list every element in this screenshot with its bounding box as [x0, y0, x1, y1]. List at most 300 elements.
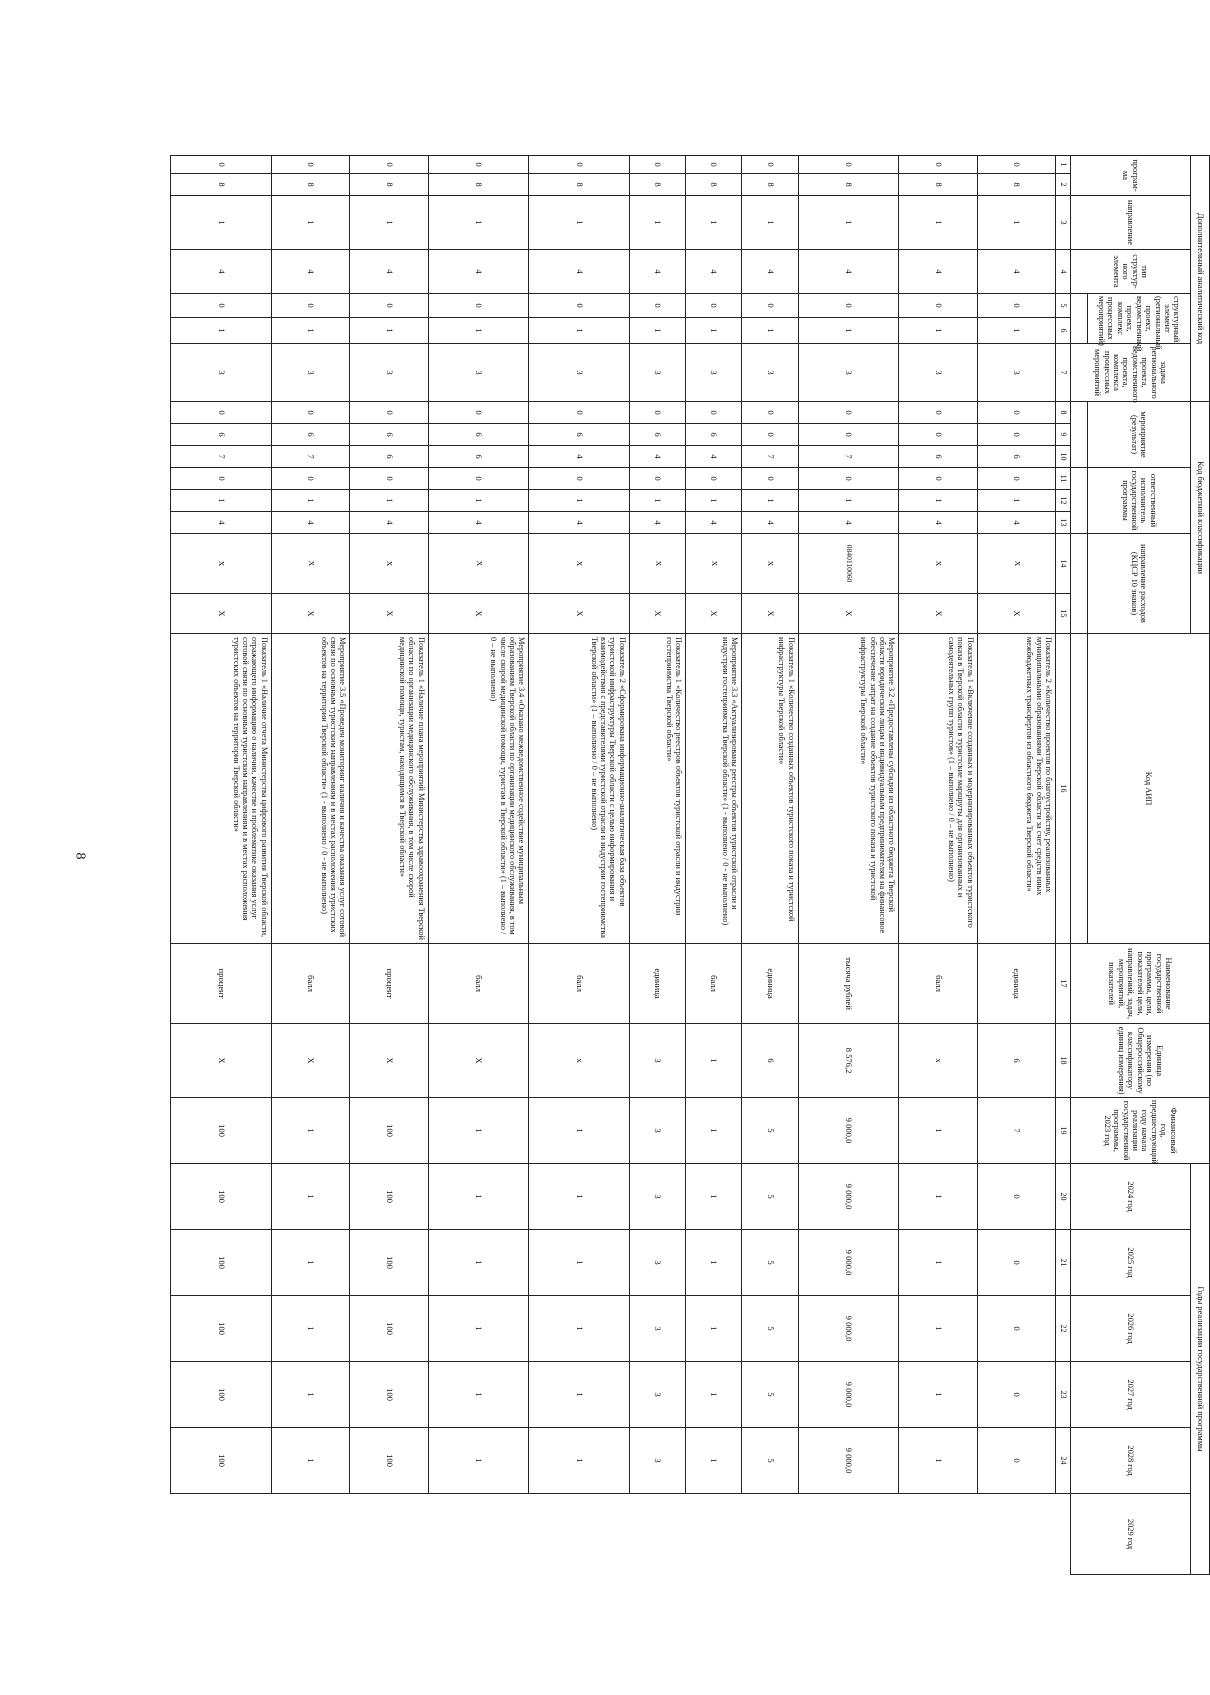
year-value-cell: 1	[529, 1362, 630, 1428]
code-cell-c14: Х	[271, 534, 349, 594]
row-name-cell: Мероприятие 3.2 «Предоставлены субсидии из областного бюджета Тверской области юридическим лицам и индивидуальным предпринимателям на финансовое обеспечение затрат на создание объектов туристского показа и туристской инфраструктуры Тверской области»	[798, 634, 899, 944]
year-2024-header: 2024 год	[1071, 1164, 1191, 1230]
year-value-cell: 1	[428, 1428, 529, 1494]
code-cell-c6: 1	[798, 318, 899, 344]
code-cell-c13: 4	[529, 512, 630, 534]
code-cell-c7: 3	[350, 344, 428, 402]
code-cell-c3: 1	[742, 196, 798, 250]
code-cell-c15: Х	[171, 594, 272, 634]
column-number-cell: 17	[1056, 944, 1071, 1024]
fin-year-cell: 3	[629, 1024, 685, 1098]
code-cell-c12: 1	[529, 490, 630, 512]
year-value-cell: 0	[977, 1362, 1055, 1428]
code-cell-c10: 7	[742, 446, 798, 468]
code-cell-c13: 4	[629, 512, 685, 534]
page-number: 8	[72, 852, 88, 860]
year-value-cell: 1	[899, 1098, 977, 1164]
table-row	[428, 156, 529, 1575]
code-cell-c13: 4	[977, 512, 1055, 534]
row-name-cell: Показатель 1 «Наличие отчета Министерства цифрового развития Тверской области, отражающего информацию о наличии, качестве и проблематике оказания услуг сотовой связи по основным туристским направлениям и в местах расположения туристских объектов на территории Тверской области»	[171, 634, 272, 944]
code-cell-c8: 0	[686, 402, 742, 424]
code-cell-c13: 4	[271, 512, 349, 534]
code-cell-c8: 0	[529, 402, 630, 424]
fin-year-cell: 1	[686, 1024, 742, 1098]
code-cell-c13: 4	[686, 512, 742, 534]
column-number-cell: 9	[1056, 424, 1071, 446]
code-cell-c14: Х	[977, 534, 1055, 594]
table-row	[977, 156, 1055, 1575]
code-cell-c9: 6	[171, 424, 272, 446]
code-cell-c3: 1	[171, 196, 272, 250]
code-cell-c12: 1	[271, 490, 349, 512]
column-number-cell: 1	[1056, 156, 1071, 174]
structural-element-header: структурный элемент (региональный проект, ведомственный проект, комплекс процессных мероприятий)	[1088, 294, 1191, 344]
year-value-cell: 100	[350, 1164, 428, 1230]
code-cell-c10: 4	[686, 446, 742, 468]
meropriyatie-header: мероприятие (результат)	[1088, 402, 1191, 468]
column-number-cell: 24	[1056, 1428, 1071, 1494]
column-number-cell: 2	[1056, 174, 1071, 196]
column-number-cell: 22	[1056, 1296, 1071, 1362]
code-cell-c14: Х	[529, 534, 630, 594]
year-value-cell: 1	[686, 1362, 742, 1428]
year-2026-header: 2026 год	[1071, 1296, 1191, 1362]
code-cell-c10: 7	[798, 446, 899, 468]
table-row	[629, 156, 685, 1575]
code-cell-c9: 0	[798, 424, 899, 446]
unit-cell: единица	[629, 944, 685, 1024]
code-cell-c1: 0	[899, 156, 977, 174]
code-cell-c11: 0	[798, 468, 899, 490]
code-cell-c13: 4	[742, 512, 798, 534]
year-value-cell: 5	[742, 1362, 798, 1428]
code-cell-c2: 8	[271, 174, 349, 196]
code-cell-c9: 6	[629, 424, 685, 446]
year-value-cell: 1	[529, 1428, 630, 1494]
year-value-cell: 5	[742, 1230, 798, 1296]
napravlenie-header: направление	[1071, 196, 1191, 250]
code-cell-c12: 1	[350, 490, 428, 512]
year-value-cell: 1	[899, 1164, 977, 1230]
code-cell-c6: 1	[529, 318, 630, 344]
code-cell-c8: 0	[798, 402, 899, 424]
code-cell-c12: 1	[977, 490, 1055, 512]
code-cell-c5: 0	[629, 294, 685, 318]
year-value-cell: 3	[629, 1296, 685, 1362]
table-row	[899, 156, 977, 1575]
code-cell-c2: 8	[529, 174, 630, 196]
column-number-cell: 6	[1056, 318, 1071, 344]
fin-year-cell: Х	[428, 1024, 529, 1098]
code-cell-c12: 1	[742, 490, 798, 512]
code-cell-c15: Х	[629, 594, 685, 634]
code-cell-c6: 1	[899, 318, 977, 344]
code-cell-c14: Х	[171, 534, 272, 594]
year-value-cell: 1	[271, 1296, 349, 1362]
code-cell-c5: 0	[686, 294, 742, 318]
code-cell-c2: 8	[798, 174, 899, 196]
year-value-cell: 1	[428, 1098, 529, 1164]
row-name-cell: Мероприятие 3.5 «Проведен мониторинг наличия и качества оказания услуг сотовой связи по основным туристским направлениям и в местах расположения туристских объектов на территории Тверской области» (1 - выполнено / 0 - не выполнено)	[271, 634, 349, 944]
table-row	[271, 156, 349, 1575]
code-cell-c3: 1	[428, 196, 529, 250]
unit-cell: балл	[271, 944, 349, 1024]
year-value-cell: 3	[629, 1164, 685, 1230]
year-value-cell: 100	[171, 1098, 272, 1164]
year-value-cell: 100	[171, 1164, 272, 1230]
code-cell-c14: Х	[428, 534, 529, 594]
table-row	[742, 156, 798, 1575]
year-value-cell: 100	[350, 1428, 428, 1494]
year-2025-header: 2025 год	[1071, 1230, 1191, 1296]
code-cell-c8: 0	[899, 402, 977, 424]
code-cell-c6: 1	[428, 318, 529, 344]
fin-year-cell: 6	[977, 1024, 1055, 1098]
code-cell-c8: 0	[742, 402, 798, 424]
code-cell-c14: Х	[742, 534, 798, 594]
year-value-cell: 5	[742, 1098, 798, 1164]
year-value-cell: 1	[529, 1164, 630, 1230]
code-cell-c5: 0	[742, 294, 798, 318]
year-value-cell: 9 000,0	[798, 1164, 899, 1230]
group-kbk-header: Код бюджетной классификации	[1191, 402, 1210, 634]
table-row	[798, 156, 899, 1575]
code-cell-c8: 0	[271, 402, 349, 424]
code-cell-c5: 0	[977, 294, 1055, 318]
code-cell-c11: 0	[428, 468, 529, 490]
code-cell-c13: 4	[798, 512, 899, 534]
code-cell-c10: 7	[271, 446, 349, 468]
unit-cell: процент	[350, 944, 428, 1024]
code-cell-c7: 3	[529, 344, 630, 402]
row-name-cell: Показатель 1 «Количество созданных объектов туристского показа и туристской инфраструктуры Тверской области»	[742, 634, 798, 944]
code-cell-c7: 3	[798, 344, 899, 402]
year-value-cell: 1	[271, 1230, 349, 1296]
column-number-cell: 7	[1056, 344, 1071, 402]
code-cell-c10: 4	[629, 446, 685, 468]
code-cell-c12: 1	[798, 490, 899, 512]
code-cell-c1: 0	[686, 156, 742, 174]
code-cell-c5: 0	[798, 294, 899, 318]
year-value-cell: 1	[529, 1098, 630, 1164]
header-row-1	[1191, 156, 1210, 1575]
code-cell-c8: 0	[428, 402, 529, 424]
column-number-cell: 16	[1056, 634, 1071, 944]
code-cell-c11: 0	[899, 468, 977, 490]
code-cell-c13: 4	[899, 512, 977, 534]
year-value-cell: 100	[171, 1362, 272, 1428]
column-number-cell: 23	[1056, 1362, 1071, 1428]
code-cell-c7: 3	[271, 344, 349, 402]
code-cell-c3: 1	[350, 196, 428, 250]
code-cell-c11: 0	[629, 468, 685, 490]
code-cell-c10: 6	[350, 446, 428, 468]
code-cell-c9: 6	[271, 424, 349, 446]
year-value-cell: 100	[350, 1296, 428, 1362]
code-cell-c2: 8	[171, 174, 272, 196]
fin-year-cell: х	[899, 1024, 977, 1098]
year-value-cell: 1	[529, 1296, 630, 1362]
year-2027-header: 2027 год	[1071, 1362, 1191, 1428]
code-cell-c4: 4	[350, 250, 428, 294]
code-cell-c6: 1	[742, 318, 798, 344]
code-cell-c3: 1	[271, 196, 349, 250]
code-cell-c3: 1	[899, 196, 977, 250]
code-cell-c6: 1	[686, 318, 742, 344]
program-table	[170, 155, 1210, 1575]
code-cell-c14: Х	[686, 534, 742, 594]
year-value-cell: 0	[977, 1230, 1055, 1296]
code-cell-c13: 4	[428, 512, 529, 534]
code-cell-c4: 4	[686, 250, 742, 294]
column-number-cell: 15	[1056, 594, 1071, 634]
code-cell-c9: 0	[977, 424, 1055, 446]
code-cell-c4: 4	[629, 250, 685, 294]
code-cell-c8: 0	[629, 402, 685, 424]
year-value-cell: 9 000,0	[798, 1098, 899, 1164]
column-number-cell: 19	[1056, 1098, 1071, 1164]
code-cell-c1: 0	[742, 156, 798, 174]
row-name-cell: Показатель 1 «Количество реестров объектов туристской отрасли и индустрии гостеприимства Тверской области»	[629, 634, 685, 944]
code-cell-c1: 0	[977, 156, 1055, 174]
code-cell-c1: 0	[271, 156, 349, 174]
year-value-cell: 100	[171, 1230, 272, 1296]
code-cell-c11: 0	[171, 468, 272, 490]
name-column-header: Наименование государственной программы, цели, показателей цели, направлений, задач, мероприятий, показателей	[1071, 944, 1210, 1024]
column-number-cell: 8	[1056, 402, 1071, 424]
kod-aip-header: Код АИП	[1088, 634, 1210, 944]
unit-cell: единица	[742, 944, 798, 1024]
code-cell-c12: 1	[629, 490, 685, 512]
code-cell-c6: 1	[171, 318, 272, 344]
code-cell-c11: 0	[271, 468, 349, 490]
code-cell-c11: 0	[686, 468, 742, 490]
year-value-cell: 1	[686, 1098, 742, 1164]
year-value-cell: 100	[171, 1296, 272, 1362]
table-row	[529, 156, 630, 1575]
year-value-cell: 1	[686, 1164, 742, 1230]
column-number-cell: 21	[1056, 1230, 1071, 1296]
code-cell-c8: 0	[171, 402, 272, 424]
row-name-cell: Мероприятие 3.4 «Оказано межведомственное содействие муниципальным образованиям Тверской области по организации медицинского обслуживания, в том числе скорой медицинской помощи, туристам в Тверской области» (1 – выполнено / 0 – не выполнено)	[428, 634, 529, 944]
code-cell-c11: 0	[977, 468, 1055, 490]
year-value-cell: 100	[350, 1362, 428, 1428]
year-value-cell: 1	[529, 1230, 630, 1296]
column-number-cell: 14	[1056, 534, 1071, 594]
fin-year-cell: Х	[350, 1024, 428, 1098]
fin-year-column-header: Финансовый год, предшествующий году начала реализации государственной программы, 2023 год	[1071, 1098, 1210, 1164]
code-cell-c7: 3	[899, 344, 977, 402]
code-cell-c13: 4	[350, 512, 428, 534]
code-cell-c7: 3	[977, 344, 1055, 402]
unit-cell: балл	[428, 944, 529, 1024]
code-cell-c7: 3	[742, 344, 798, 402]
code-cell-c15: Х	[529, 594, 630, 634]
column-number-cell: 13	[1056, 512, 1071, 534]
unit-column-header: Единица измерения (по Общероссийскому классификатору единиц измерения)	[1071, 1024, 1210, 1098]
code-cell-c15: Х	[428, 594, 529, 634]
code-cell-c4: 4	[428, 250, 529, 294]
year-2029-header: 2029 год	[1071, 1494, 1191, 1575]
group-dop-code-header: Дополнительный аналитический код	[1191, 156, 1210, 402]
code-cell-c15: Х	[899, 594, 977, 634]
code-cell-c5: 0	[529, 294, 630, 318]
fin-year-cell: Х	[271, 1024, 349, 1098]
unit-cell: единица	[977, 944, 1055, 1024]
otvetstvenny-header: ответственный исполнитель государственной программы	[1088, 468, 1191, 534]
code-cell-c10: 7	[171, 446, 272, 468]
code-cell-c2: 8	[629, 174, 685, 196]
tip-header: тип структур-ного элемента	[1071, 250, 1191, 294]
year-value-cell: 1	[686, 1296, 742, 1362]
table-row	[350, 156, 428, 1575]
code-cell-c9: 0	[742, 424, 798, 446]
year-value-cell: 1	[428, 1362, 529, 1428]
code-cell-c4: 4	[798, 250, 899, 294]
year-value-cell: 1	[428, 1296, 529, 1362]
year-value-cell: 1	[899, 1362, 977, 1428]
year-value-cell: 100	[350, 1230, 428, 1296]
code-cell-c3: 1	[629, 196, 685, 250]
year-value-cell: 5	[742, 1296, 798, 1362]
code-cell-c3: 1	[529, 196, 630, 250]
code-cell-c11: 0	[350, 468, 428, 490]
row-name-cell: Показатель 1 «Наличие плана мероприятий Министерства здравоохранения Тверской области по организации медицинского обслуживания, в том числе скорой медицинской помощи, туристам, находящимся в Тверской области»	[350, 634, 428, 944]
code-cell-c14: Х	[350, 534, 428, 594]
row-name-cell: Показатель 2 «Сформирована информационно-аналитическая база объектов туристской инфраструктуры Тверской области с целью информирования и взаимодействия с представителями туристской отрасли и индустрии гостеприимства Тверской области» (1 – выполнено / 0 – не выполнено)	[529, 634, 630, 944]
code-cell-c5: 0	[899, 294, 977, 318]
code-cell-c9: 6	[428, 424, 529, 446]
year-2028-header: 2028 год	[1071, 1428, 1191, 1494]
year-value-cell: 1	[686, 1230, 742, 1296]
code-cell-c14: 0840110060	[798, 534, 899, 594]
code-cell-c10: 6	[977, 446, 1055, 468]
unit-cell: балл	[899, 944, 977, 1024]
napr-rashodov-header: направление расходов (КЦСР 10 знаков)	[1088, 534, 1191, 634]
row-name-cell: Мероприятие 3.3 «Актуализированы реестры объектов туристской отрасли и индустрии гостеприимства Тверской области» (1 - выполнено / 0 - не выполнено)	[686, 634, 742, 944]
unit-cell: балл	[529, 944, 630, 1024]
year-value-cell: 3	[629, 1230, 685, 1296]
row-name-cell: Показатель 1 «Включение созданных и модернизированных объектов туристского показа в Тверской области в туристские маршруты для организованных и самодеятельных групп туристов» (1 – выполнено / 0 – не выполнено)	[899, 634, 977, 944]
fin-year-cell: х	[529, 1024, 630, 1098]
code-cell-c15: Х	[271, 594, 349, 634]
code-cell-c3: 1	[686, 196, 742, 250]
code-cell-c1: 0	[629, 156, 685, 174]
year-value-cell: 1	[899, 1428, 977, 1494]
code-cell-c1: 0	[798, 156, 899, 174]
code-cell-c9: 6	[686, 424, 742, 446]
code-cell-c3: 1	[798, 196, 899, 250]
year-value-cell: 3	[629, 1428, 685, 1494]
code-cell-c4: 4	[742, 250, 798, 294]
code-cell-c10: 6	[428, 446, 529, 468]
code-cell-c9: 6	[529, 424, 630, 446]
fin-year-cell: 6	[742, 1024, 798, 1098]
code-cell-c10: 6	[899, 446, 977, 468]
year-value-cell: 0	[977, 1428, 1055, 1494]
code-cell-c6: 1	[350, 318, 428, 344]
code-cell-c5: 0	[271, 294, 349, 318]
zadacha-header: задача регионального проекта, ведомственного проекта, комплекса процессных мероприятий	[1071, 344, 1191, 402]
code-cell-c2: 8	[686, 174, 742, 196]
table-body	[171, 156, 1071, 1575]
code-cell-c10: 4	[529, 446, 630, 468]
code-cell-c7: 3	[686, 344, 742, 402]
code-cell-c4: 4	[271, 250, 349, 294]
year-value-cell: 1	[686, 1428, 742, 1494]
column-number-cell: 12	[1056, 490, 1071, 512]
code-cell-c7: 3	[428, 344, 529, 402]
year-value-cell: 9 000,0	[798, 1428, 899, 1494]
year-value-cell: 9 000,0	[798, 1230, 899, 1296]
column-number-cell: 20	[1056, 1164, 1071, 1230]
code-cell-c9: 0	[899, 424, 977, 446]
year-value-cell: 3	[629, 1098, 685, 1164]
code-cell-c7: 3	[171, 344, 272, 402]
code-cell-c5: 0	[428, 294, 529, 318]
code-cell-c12: 1	[171, 490, 272, 512]
code-cell-c1: 0	[350, 156, 428, 174]
code-cell-c15: Х	[798, 594, 899, 634]
code-cell-c7: 3	[629, 344, 685, 402]
code-cell-c2: 8	[899, 174, 977, 196]
year-value-cell: 100	[171, 1428, 272, 1494]
code-cell-c4: 4	[977, 250, 1055, 294]
unit-cell: балл	[686, 944, 742, 1024]
year-value-cell: 3	[629, 1362, 685, 1428]
code-cell-c9: 6	[350, 424, 428, 446]
column-number-cell: 3	[1056, 196, 1071, 250]
table-row	[171, 156, 272, 1575]
column-number-cell: 4	[1056, 250, 1071, 294]
code-cell-c12: 1	[686, 490, 742, 512]
code-cell-c6: 1	[977, 318, 1055, 344]
year-value-cell: 0	[977, 1296, 1055, 1362]
column-number-cell: 10	[1056, 446, 1071, 468]
code-cell-c15: Х	[742, 594, 798, 634]
year-value-cell: 9 000,0	[798, 1296, 899, 1362]
year-value-cell: 7	[977, 1098, 1055, 1164]
code-cell-c12: 1	[899, 490, 977, 512]
code-cell-c4: 4	[529, 250, 630, 294]
code-cell-c8: 0	[977, 402, 1055, 424]
code-cell-c5: 0	[350, 294, 428, 318]
programma-header: програм-ма	[1071, 156, 1191, 196]
code-cell-c1: 0	[171, 156, 272, 174]
code-cell-c11: 0	[742, 468, 798, 490]
year-value-cell: 1	[271, 1164, 349, 1230]
fin-year-cell: Х	[171, 1024, 272, 1098]
year-value-cell: 1	[899, 1230, 977, 1296]
column-numbers-row	[1056, 156, 1071, 1575]
code-cell-c6: 1	[629, 318, 685, 344]
code-cell-c2: 8	[350, 174, 428, 196]
code-cell-c15: Х	[977, 594, 1055, 634]
year-value-cell: 1	[899, 1296, 977, 1362]
code-cell-c15: Х	[686, 594, 742, 634]
year-value-cell: 1	[271, 1428, 349, 1494]
year-value-cell: 5	[742, 1428, 798, 1494]
table-row	[686, 156, 742, 1575]
row-name-cell: Показатель 2 «Количество проектов по благоустройству, реализованных муниципальными образованиями Тверской области за счет средств иных межбюджетных трансфертов из областного бюджета Тверской области»	[977, 634, 1055, 944]
code-cell-c1: 0	[428, 156, 529, 174]
code-cell-c14: Х	[629, 534, 685, 594]
code-cell-c2: 8	[977, 174, 1055, 196]
unit-cell: тысяча рублей	[798, 944, 899, 1024]
code-cell-c4: 4	[899, 250, 977, 294]
code-cell-c8: 0	[350, 402, 428, 424]
code-cell-c6: 1	[271, 318, 349, 344]
